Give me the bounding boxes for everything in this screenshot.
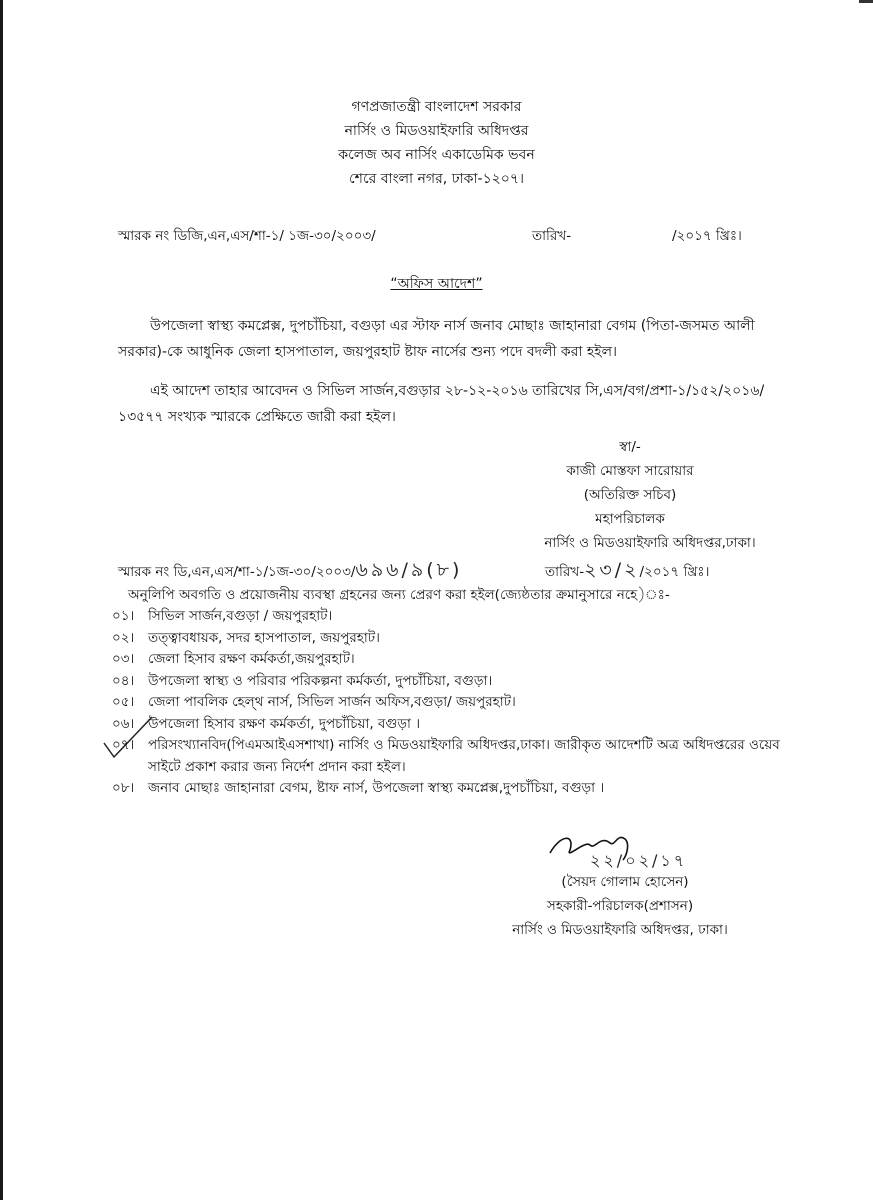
- scan-mark: [859, 0, 873, 3]
- list-number: ০১।: [112, 608, 135, 624]
- list-text: জনাব মোছাঃ জাহানারা বেগম, ষ্টাফ নার্স, উপজেলা স্বাস্থ্য কমপ্লেক্স,দুপচাঁচিয়া, বগুড়া ।: [148, 780, 605, 796]
- list-text: জেলা হিসাব রক্ষণ কর্মকর্তা,জয়পুরহাট।: [148, 651, 355, 667]
- list-text: উপজেলা স্বাস্থ্য ও পরিবার পরিকল্পনা কর্মকর্তা, দুপচাঁচিয়া, বগুড়া।: [148, 672, 493, 689]
- letterhead-line-4: শেরে বাংলা নগর, ঢাকা-১২০৭।: [349, 171, 524, 187]
- signatory-1: [480, 435, 780, 555]
- list-text: জেলা পাবলিক হেল্থ নার্স, সিভিল সার্জন অফিস,বগুড়া/ জয়পুরহাট।: [148, 694, 516, 710]
- list-number: ০৬।: [112, 715, 135, 732]
- signature-date: ২২/০২/১৭: [590, 851, 688, 870]
- list-text: উপজেলা হিসাব রক্ষণ কর্মকর্তা, দুপচাঁচিয়া, বগুড়া ।: [148, 715, 421, 732]
- list-item: [112, 735, 792, 778]
- signatory-2-name: (সৈয়দ গোলাম হোসেন): [561, 874, 689, 890]
- list-number: ০২।: [112, 629, 135, 646]
- body-paragraph-2: এই আদেশ তাহার আবেদন ও সিভিল সার্জন,বগুড়ার ২৮-১২-২০১৬ তারিখের সি,এস/বগ/প্রশা-১/১৫২/২০১৬/ ১৩৫৭৭ সংখ্যক স্মারকে প্রেক্ষিতে জারী করা হইল।: [118, 383, 765, 425]
- date-label: তারিখ-: [532, 228, 572, 244]
- letterhead-line-2: নার্সিং ও মিডওয়াইফারি অধিদপ্তর: [344, 123, 529, 139]
- list-item: [112, 671, 792, 693]
- signatory-1-rank: (অতিরিক্ত সচিব): [583, 487, 677, 503]
- list-item: [112, 778, 792, 800]
- list-number: ০৪।: [112, 672, 135, 689]
- signatory-1-office: নার্সিং ও মিডওয়াইফারি অধিদপ্তর,ঢাকা।: [544, 535, 756, 551]
- list-text: সিভিল সার্জন,বগুড়া / জয়পুরহাট।: [148, 608, 333, 624]
- list-item: [112, 628, 792, 650]
- signatory-2-designation: সহকারী-পরিচালক(প্রশাসন): [546, 898, 694, 914]
- date-2-handwritten: ২৩/২: [584, 559, 640, 581]
- list-text: পরিসংখ্যানবিদ(পিএমআইএসশাখা) নার্সিং ও মিডওয়াইফারি অধিদপ্তর,ঢাকা। জারীকৃত আদেশটি অত্র অধিদপ্তরের ওয়েব সাইটে প্রকাশ করার জন্য নির্দেশ প্রদান করা হইল।: [148, 737, 780, 775]
- letterhead-line-1: গণপ্রজাতন্ত্রী বাংলাদেশ সরকার: [351, 99, 522, 115]
- memo-number-2-handwritten: ৬৯৬/৯(৮): [355, 559, 463, 581]
- list-item: [112, 606, 792, 628]
- list-item: [112, 714, 792, 736]
- signed-mark: স্বা/-: [619, 439, 641, 455]
- order-title-text: “অফিস আদেশ”: [390, 276, 483, 292]
- copy-list: [112, 606, 792, 800]
- list-item: [112, 649, 792, 671]
- list-item: [112, 692, 792, 714]
- list-number: ০৩।: [112, 651, 135, 667]
- letterhead-line-3: কলেজ অব নার্সিং একাডেমিক ভবন: [338, 147, 535, 163]
- date-2-suffix: /২০১৭ খ্রিঃ।: [639, 564, 710, 580]
- date-value: /২০১৭ খ্রিঃ।: [672, 228, 742, 244]
- order-title: [0, 272, 873, 296]
- checkmark-icon: [100, 713, 160, 763]
- signatory-2-office: নার্সিং ও মিডওয়াইফারি অধিদপ্তর, ঢাকা।: [512, 922, 728, 938]
- list-number: ০৫।: [112, 694, 135, 710]
- memo-number-2-printed: স্মারক নং ডি,এন,এস/শা-১/১জ-৩০/২০০৩/: [118, 564, 356, 580]
- list-number: ০৭।: [112, 737, 135, 753]
- body-paragraph-1: উপজেলা স্বাস্থ্য কমপ্লেক্স, দুপচাঁচিয়া, বগুড়া এর স্টাফ নার্স জনাব মোছাঃ জাহানারা বেগম (পিতা-জসমত আলী সরকার)-কে আধুনিক জেলা হাসপাতাল, জয়পুরহাট ষ্টাফ নার্সের শুন্য পদে বদলী করা হইল।: [118, 318, 755, 360]
- signatory-1-name: কাজী মোস্তফা সারোয়ার: [566, 463, 694, 479]
- signatory-1-designation: মহাপরিচালক: [595, 511, 665, 527]
- memo-number: স্মারক নং ডিজি,এন,এস/শা-১/ ১জ-৩০/২০০৩/: [118, 228, 376, 244]
- copy-intro: অনুলিপি অবগতি ও প্রয়োজনীয় ব্যবস্থা গ্রহনের জন্য প্রেরণ করা হইল(জ্যেষ্ঠতার ক্রমানুসারে নহে)ঃ-: [128, 587, 670, 603]
- list-text: তত্ত্বাবধায়ক, সদর হাসপাতাল, জয়পুরহাট।: [148, 629, 380, 646]
- list-number: ০৮।: [112, 780, 135, 796]
- date-2-label: তারিখ-: [545, 564, 585, 580]
- signatory-2: [480, 870, 740, 942]
